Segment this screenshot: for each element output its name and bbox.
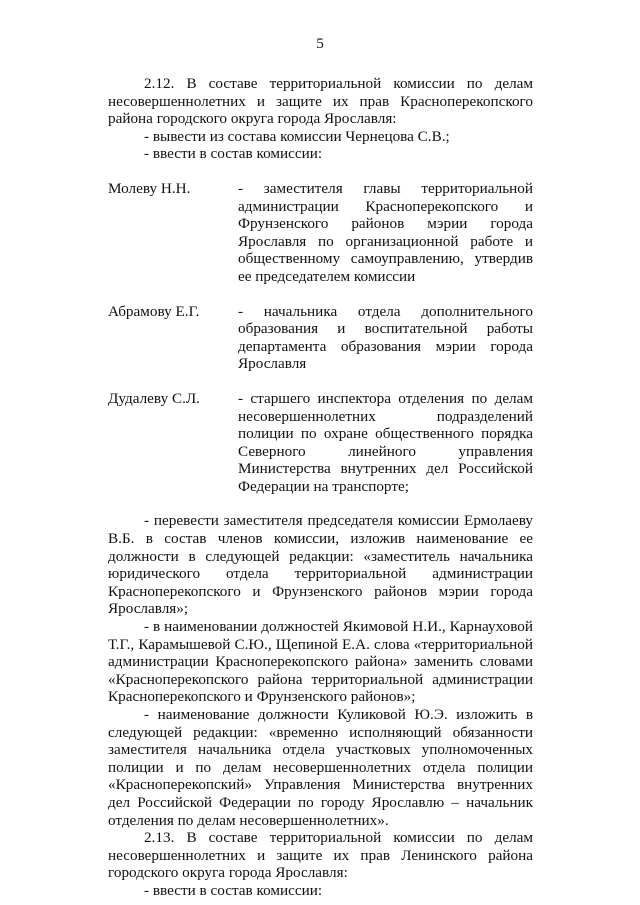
section-2-12-add: - ввести в состав комиссии:	[144, 145, 323, 163]
section-2-12-intro: 2.12. В составе территориальной комиссии по делам несовершеннолетних и защите их прав Красноперекопского района городского округа города Ярославля:	[108, 75, 533, 128]
member-row	[108, 180, 533, 286]
member-position: - заместителя главы территориальной администрации Красноперекопского и Фрунзенского районов мэрии города Ярославля по организационной работе и общественному самоуправлению, утвердив ее председателем комиссии	[238, 179, 533, 285]
section-2-13-add: - ввести в состав комиссии:	[144, 881, 323, 899]
member-name: Молеву Н.Н.	[108, 179, 191, 197]
member-row	[108, 303, 533, 373]
section-2-13-intro: 2.13. В составе территориальной комиссии по делам несовершеннолетних и защите их прав Ленинского района городского округа города Ярославля:	[108, 829, 533, 882]
transfer-paragraph: - перевести заместителя председателя комиссии Ермолаеву В.Б. в состав членов комиссии, изложив наименование ее должности в следующей редакции: «заместитель начальника юридического отдела территориальной администрации Красноперекопского и Фрунзенского районов мэрии города Ярославля»;	[108, 512, 533, 618]
document-body	[108, 75, 533, 900]
member-name: Дудалеву С.Л.	[108, 389, 200, 407]
member-row	[108, 390, 533, 496]
member-name: Абрамову Е.Г.	[108, 302, 200, 320]
member-position: - старшего инспектора отделения по делам несовершеннолетних подразделений полиции по охране общественного порядка Северного линейного управления Министерства внутренних дел Российской Федерации на транспорте;	[238, 389, 533, 495]
rename-paragraph: - в наименовании должностей Якимовой Н.И., Карнауховой Т.Г., Карамышевой С.Ю., Щепиной Е.А. слова «территориальной администрации Красноперекопского района» заменить словами «Красноперекопского района территориальной администрации Красноперекопского и Фрунзенского районов»;	[108, 618, 533, 706]
kulikova-paragraph: - наименование должности Куликовой Ю.Э. изложить в следующей редакции: «временно исполняющий обязанности заместителя начальника отдела участковых уполномоченных полиции и по делам несовершеннолетних отдела полиции «Красноперекопский» Управления Министерства внутренних дел Российской Федерации по городу Ярославлю – начальник отделения по делам несовершеннолетних».	[108, 706, 533, 829]
page-number: 5	[316, 35, 324, 52]
member-position: - начальника отдела дополнительного образования и воспитательной работы департамента образования мэрии города Ярославля	[238, 302, 533, 373]
section-2-12-remove: - вывести из состава комиссии Чернецова С.В.;	[144, 127, 450, 145]
